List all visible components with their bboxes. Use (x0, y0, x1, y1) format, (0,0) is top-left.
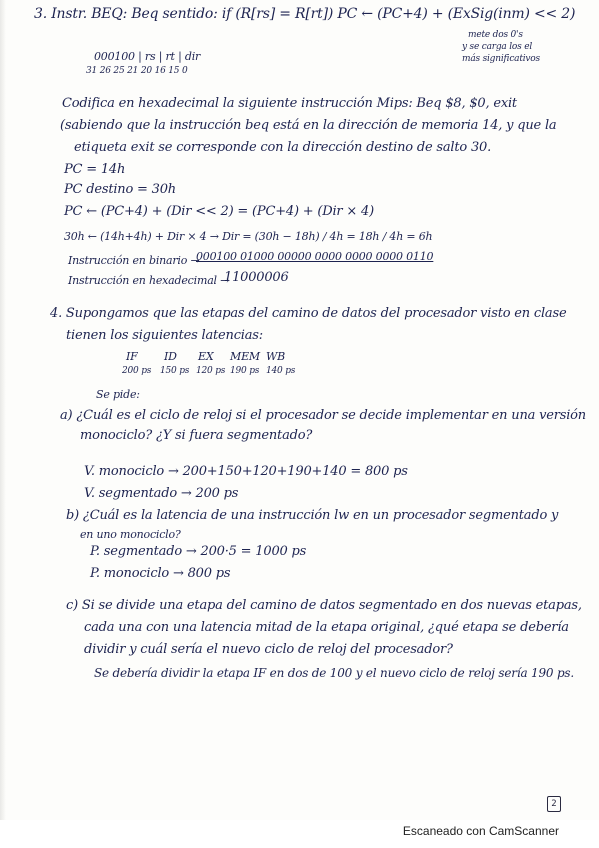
instruction-bit-positions: 31 26 25 21 20 16 15 0 (86, 66, 188, 76)
scanner-watermark: Escaneado con CamScanner (402, 824, 559, 838)
q4c-answer: Se debería dividir la etapa IF en dos de 100 y el nuevo ciclo de reloj sería 190 ps. (94, 666, 574, 680)
q4-intro-line-2: tienen los siguientes latencias: (66, 328, 263, 343)
page-edge-shadow (0, 0, 6, 820)
q4a-line-2: monociclo? ¿Y si fuera segmentado? (80, 428, 313, 443)
binary-value: 000100 01000 00000 0000 0000 0000 0110 (196, 250, 434, 263)
instruction-fields: 000100 | rs | rt | dir (94, 50, 201, 63)
latency-if: 200 ps (122, 366, 152, 376)
binary-label: Instrucción en binario → (68, 254, 200, 267)
q4b-line-2: en uno monociclo? (80, 528, 181, 541)
q3-statement-line-2: (sabiendo que la instrucción beq está en la dirección de memoria 14, y que la (60, 118, 557, 133)
q4b-answer-segmentado: P. segmentado → 200·5 = 1000 ps (90, 544, 307, 559)
pc-destination: PC destino = 30h (64, 182, 176, 197)
hex-label: Instrucción en hexadecimal → (68, 274, 230, 287)
hex-value: 11000006 (224, 270, 289, 285)
latency-ex: 120 ps (196, 366, 226, 376)
latency-mem: 190 ps (230, 366, 260, 376)
q3-note-line-1: mete dos 0's (468, 30, 523, 40)
latency-wb: 140 ps (266, 366, 296, 376)
q4b-line-1: b) ¿Cuál es la latencia de una instrucción lw en un procesador segmentado y (66, 508, 559, 523)
q4b-answer-monociclo: P. monociclo → 800 ps (90, 566, 231, 581)
q4a-answer-segmentado: V. segmentado → 200 ps (84, 486, 239, 501)
q3-header: 3. Instr. BEQ: Beq sentido: if (R[rs] = R[rt]) PC ← (PC+4) + (ExSig(inm) << 2) (34, 6, 576, 22)
branch-formula: PC ← (PC+4) + (Dir << 2) = (PC+4) + (Dir × 4) (64, 204, 374, 219)
stage-ex: EX (198, 350, 214, 363)
q4c-line-2: cada una con una latencia mitad de la etapa original, ¿qué etapa se debería (84, 620, 569, 635)
stage-wb: WB (266, 350, 285, 363)
q4-intro-line-1: 4. Supongamos que las etapas del camino de datos del procesador visto en clase (50, 306, 567, 321)
se-pide: Se pide: (96, 388, 140, 401)
q3-statement-line-1: Codifica en hexadecimal la siguiente instrucción Mips: Beq $8, $0, exit (62, 96, 517, 111)
q4a-answer-monociclo: V. monociclo → 200+150+120+190+140 = 800 ps (84, 464, 408, 479)
q4c-line-1: c) Si se divide una etapa del camino de datos segmentado en dos nuevas etapas, (66, 598, 582, 613)
page-number-badge: 2 (547, 796, 561, 812)
stage-mem: MEM (230, 350, 260, 363)
q4c-line-3: dividir y cuál sería el nuevo ciclo de reloj del procesador? (84, 642, 453, 657)
q4a-line-1: a) ¿Cuál es el ciclo de reloj si el procesador se decide implementar en una versión (60, 408, 586, 423)
stage-id: ID (164, 350, 177, 363)
latency-id: 150 ps (160, 366, 190, 376)
stage-if: IF (126, 350, 138, 363)
pc-value: PC = 14h (64, 162, 126, 177)
q3-statement-line-3: etiqueta exit se corresponde con la dirección destino de salto 30. (74, 140, 492, 155)
displacement-calc: 30h ← (14h+4h) + Dir × 4 → Dir = (30h − 18h) / 4h = 18h / 4h = 6h (64, 230, 433, 243)
q3-note-line-2: y se carga los el (462, 42, 533, 52)
q3-note-line-3: más significativos (462, 54, 540, 64)
